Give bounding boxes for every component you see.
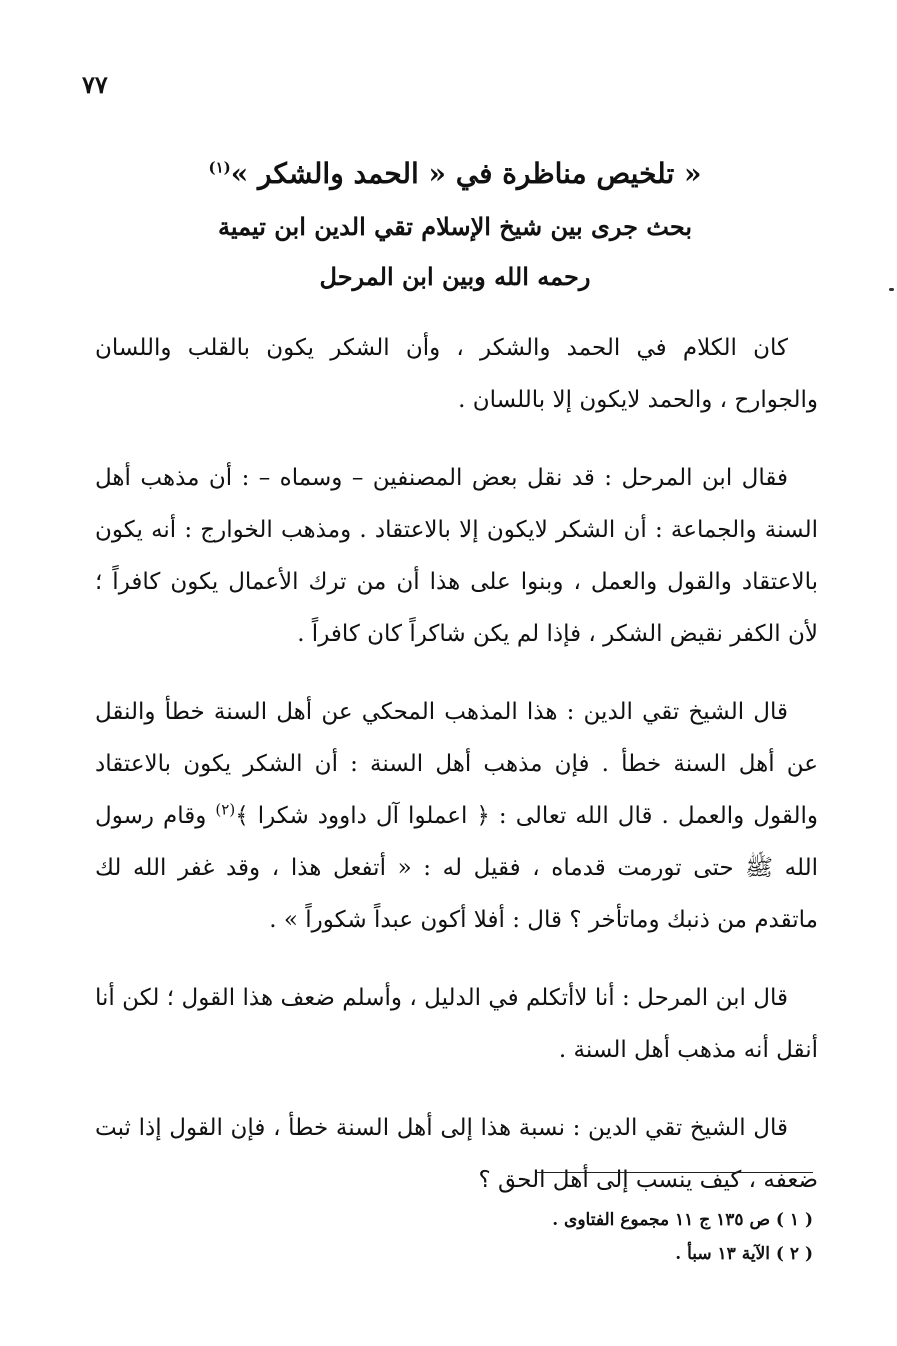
footnote-2: ( ٢ ) الآية ١٣ سبأ . (675, 1244, 813, 1264)
paragraph-4-text: قال ابن المرحل : أنا لاأتكلم في الدليل ، وأسلم ضعف هذا القول ؛ لكن أنا أنقل أنه مذهب أهل السنة . (95, 985, 818, 1063)
footnote-ref-1: (١) (208, 158, 231, 177)
footnotes (400, 1203, 813, 1271)
footnote-ref-2: (٢) (215, 800, 236, 819)
paragraph-2-text: فقال ابن المرحل : قد نقل بعض المصنفين – وسماه – : أن مذهب أهل السنة والجماعة : أن الشكر لايكون إلا بالاعتقاد . ومذهب الخوارج : أنه يكون بالاعتقاد والقول والعمل ، وبنوا على هذا أن من ترك الأعمال يكون كافراً ؛ لأن الكفر نقيض الشكر ، فإذا لم يكن شاكراً كان كافراً . (95, 465, 818, 647)
paragraph-3-text-a: قال الشيخ تقي الدين : هذا المذهب المحكي عن أهل السنة خطأ والنقل عن أهل السنة خطأ . فإن مذهب أهل السنة : أن الشكر يكون بالاعتقاد والقول والعمل . قال الله تعالى : ﴿ اعملوا آل داوود شكرا ﴾ (95, 699, 818, 829)
scan-speck (889, 288, 894, 291)
paragraph-3-text-b: وقام رسول الله ﷺ حتى تورمت قدماه ، فقيل له : « أتفعل هذا ، وقد غفر الله لك ماتقدم من ذنبك وماتأخر ؟ قال : أفلا أكون عبداً شكوراً » . (95, 803, 818, 933)
paragraph-3 (95, 686, 818, 946)
paragraph-1-text: كان الكلام في الحمد والشكر ، وأن الشكر يكون بالقلب واللسان والجوارح ، والحمد لايكون إلا باللسان . (95, 335, 818, 413)
paragraph-5 (95, 1102, 818, 1206)
chapter-title-text: « تلخيص مناظرة في « الحمد والشكر » (230, 157, 702, 190)
main-text (95, 322, 818, 1232)
paragraph-1 (95, 322, 818, 426)
chapter-title (90, 157, 820, 190)
paragraph-2 (95, 452, 818, 660)
paragraph-4 (95, 972, 818, 1076)
footnote-1: ( ١ ) ص ١٣٥ ج ١١ مجموع الفتاوى . (552, 1210, 813, 1230)
page-number: ٧٧ (82, 70, 108, 99)
chapter-subtitle-line-1: بحث جرى بين شيخ الإسلام تقي الدين ابن تيمية (218, 212, 692, 241)
chapter-subtitle-line-2: رحمه الله وبين ابن المرحل (319, 262, 591, 291)
footnote-divider (535, 1172, 813, 1173)
paragraph-5-text: قال الشيخ تقي الدين : نسبة هذا إلى أهل السنة خطأ ، فإن القول إذا ثبت ضعفه ، كيف ينسب إلى أهل الحق ؟ (95, 1115, 818, 1193)
